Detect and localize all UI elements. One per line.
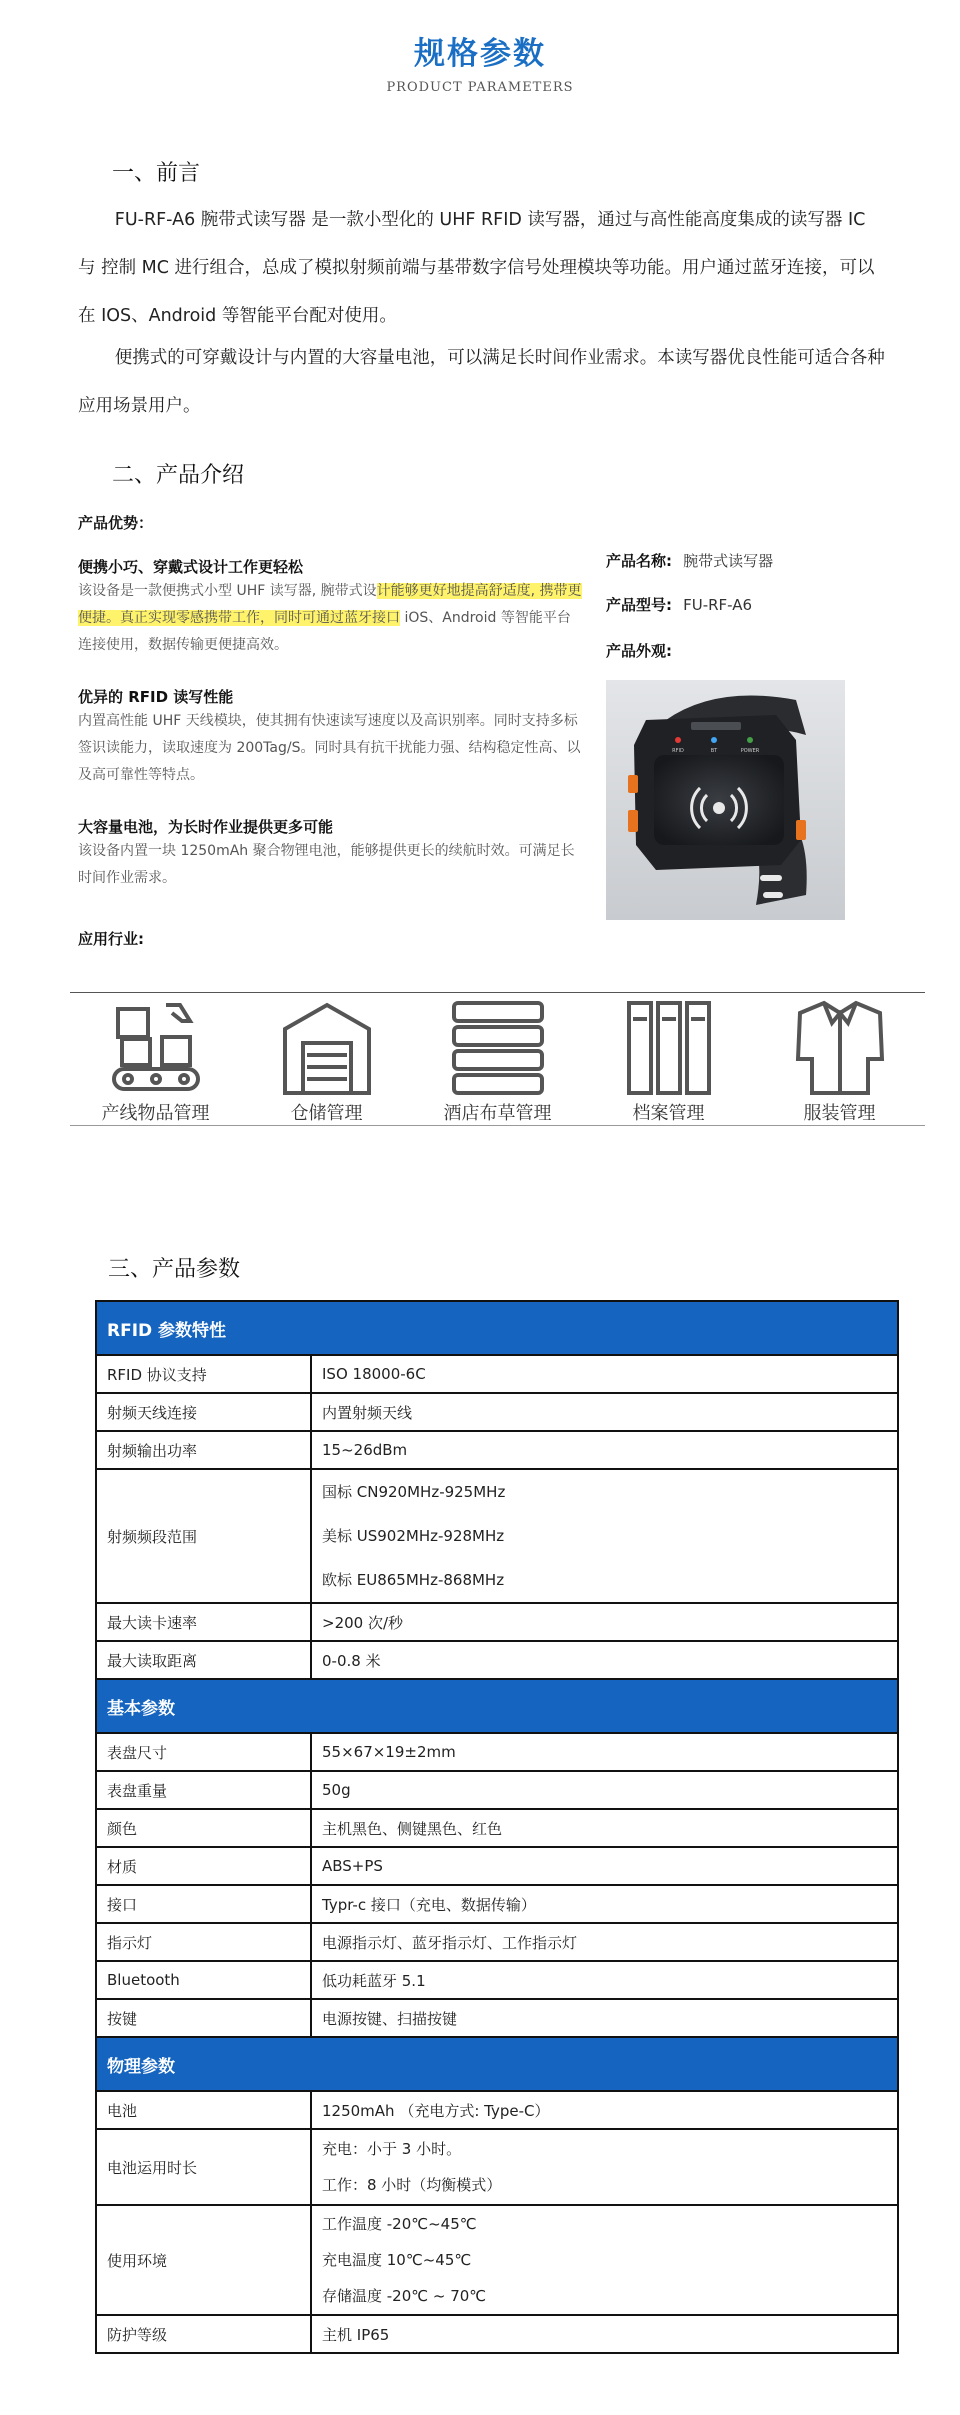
industry-production: [70, 993, 241, 1125]
group-header-basic: [96, 1679, 898, 1733]
watch-label-power: POWER: [740, 748, 760, 754]
table-row: [96, 1603, 898, 1641]
binder-icon: [623, 999, 715, 1097]
product-name-value: 腕带式读写器: [683, 552, 774, 570]
table-row: [96, 1999, 898, 2037]
group-title-physical: 物理参数: [96, 2037, 898, 2091]
section-heading-intro: 二、产品介绍: [112, 463, 245, 488]
row-key: 按键: [96, 1999, 311, 2037]
product-model-value: FU-RF-A6: [683, 596, 753, 614]
page-subtitle: PRODUCT PARAMETERS: [386, 80, 574, 95]
industry-label-archive: 档案管理: [632, 1103, 705, 1124]
row-value-line: 工作：8 小时（均衡模式）: [322, 2176, 502, 2194]
row-key: 指示灯: [96, 1923, 311, 1961]
table-row: [96, 1733, 898, 1771]
advantage-2-text: 内置高性能 UHF 天线模块，使其拥有快速读写速度以及高识别率。同时支持多标签识读能力，读取速度为 200Tag/S。同时具有抗干扰能力强、结构稳定性高、以及高可靠性等特点。: [78, 713, 581, 783]
row-key: 射频频段范围: [96, 1469, 311, 1603]
group-title-basic: 基本参数: [96, 1679, 898, 1733]
industry-apparel: [754, 993, 925, 1125]
row-key: 电池运用时长: [96, 2129, 311, 2205]
row-value: 55×67×19±2mm: [311, 1733, 898, 1771]
table-row: [96, 1885, 898, 1923]
industry-strip: [70, 992, 925, 1126]
group-title-rfid: RFID 参数特性: [96, 1301, 898, 1355]
product-image: [606, 680, 845, 920]
row-value: 主机黑色、侧键黑色、红色: [311, 1809, 898, 1847]
table-row: [96, 2315, 898, 2353]
row-key: Bluetooth: [96, 1961, 311, 1999]
table-row: [96, 2129, 898, 2205]
row-value-line: 美标 US902MHz-928MHz: [322, 1527, 505, 1545]
watch-label-rfid: RFID: [672, 748, 684, 754]
row-key: 电池: [96, 2091, 311, 2129]
advantage-1-title: 便携小巧、穿戴式设计工作更轻松: [78, 558, 304, 576]
row-key: 颜色: [96, 1809, 311, 1847]
row-key: 最大读卡速率: [96, 1603, 311, 1641]
group-header-physical: [96, 2037, 898, 2091]
row-value-line: 欧标 EU865MHz-868MHz: [322, 1571, 505, 1589]
row-value: 低功耗蓝牙 5.1: [311, 1961, 898, 1999]
warehouse-icon: [281, 999, 373, 1097]
section-heading-preface: 一、前言: [112, 161, 201, 186]
table-row: [96, 1641, 898, 1679]
advantage-1-text: [78, 578, 583, 659]
table-row: [96, 1923, 898, 1961]
row-value-line: 充电温度 10℃~45℃: [322, 2251, 472, 2269]
spec-table: [95, 1300, 899, 2354]
row-value-line: 充电：小于 3 小时。: [322, 2140, 462, 2158]
row-key: 接口: [96, 1885, 311, 1923]
row-value: 0-0.8 米: [311, 1641, 898, 1679]
row-key: 表盘重量: [96, 1771, 311, 1809]
product-look-label: 产品外观:: [606, 642, 672, 660]
shirt-icon: [794, 999, 886, 1097]
row-value-line: 工作温度 -20℃~45℃: [322, 2215, 477, 2233]
row-key: 射频输出功率: [96, 1431, 311, 1469]
advantage-1-text-a: 该设备是一款便携式小型 UHF 读写器, 腕带式设: [78, 583, 377, 599]
product-name-row: [606, 550, 773, 571]
row-key: RFID 协议支持: [96, 1355, 311, 1393]
row-value: 电源指示灯、蓝牙指示灯、工作指示灯: [311, 1923, 898, 1961]
advantages-label: 产品优势：: [78, 514, 154, 532]
row-value-line: 国标 CN920MHz-925MHz: [322, 1483, 506, 1501]
table-row: [96, 1771, 898, 1809]
product-model-label: 产品型号:: [606, 596, 672, 614]
row-value: 1250mAh （充电方式: Type-C）: [311, 2091, 898, 2129]
industry-hotel-linen: [412, 993, 583, 1125]
row-value: 主机 IP65: [311, 2315, 898, 2353]
row-value: >200 次/秒: [311, 1603, 898, 1641]
industry-label-production: 产线物品管理: [101, 1103, 210, 1124]
preface-paragraph-1: FU-RF-A6 腕带式读写器 是一款小型化的 UHF RFID 读写器，通过与高性能高度集成的读写器 IC 与 控制 MC 进行组合，总成了模拟射频前端与基带数字信号处理模块等功能。用户通过蓝牙连接，可以在 IOS、Android 等智能平台配对使用。: [78, 210, 875, 326]
row-value: [311, 2205, 898, 2315]
product-name-label: 产品名称:: [606, 552, 672, 570]
advantage-3-title: 大容量电池，为长时作业提供更多可能: [78, 818, 334, 836]
row-value: 50g: [311, 1771, 898, 1809]
table-row: [96, 2205, 898, 2315]
row-value: ABS+PS: [311, 1847, 898, 1885]
product-model-row: [606, 594, 752, 615]
row-value: 15~26dBm: [311, 1431, 898, 1469]
row-key: 射频天线连接: [96, 1393, 311, 1431]
page-title: 规格参数: [414, 36, 546, 72]
preface-paragraph-2: 便携式的可穿戴设计与内置的大容量电池，可以满足长时间作业需求。本读写器优良性能可适合各种应用场景用户。: [78, 348, 885, 416]
row-key: 使用环境: [96, 2205, 311, 2315]
row-key: 表盘尺寸: [96, 1733, 311, 1771]
row-value-line: 存储温度 -20℃ ~ 70℃: [322, 2287, 487, 2305]
watch-illustration: [606, 680, 845, 920]
industry-label-apparel: 服装管理: [803, 1103, 876, 1124]
row-value: 内置射频天线: [311, 1393, 898, 1431]
section-heading-params: 三、产品参数: [108, 1257, 241, 1282]
row-value: 电源按键、扫描按键: [311, 1999, 898, 2037]
advantage-1-text-highlight: 计能够更好地提高舒适度, 携带更便捷。真正实现零感携带工作，同时可通过蓝牙接口: [78, 583, 582, 626]
watch-label-bt: BT: [710, 748, 718, 754]
group-header-rfid: [96, 1301, 898, 1355]
industry-warehouse: [241, 993, 412, 1125]
industry-label-warehouse: 仓储管理: [290, 1103, 363, 1124]
table-row: [96, 1393, 898, 1431]
row-value: ISO 18000-6C: [311, 1355, 898, 1393]
table-row: [96, 2091, 898, 2129]
table-row: [96, 1961, 898, 1999]
row-key: 防护等级: [96, 2315, 311, 2353]
industry-label: 应用行业:: [78, 930, 144, 948]
table-row: [96, 1355, 898, 1393]
table-row: [96, 1431, 898, 1469]
row-value: [311, 2129, 898, 2205]
row-value: [311, 1469, 898, 1603]
industry-archive: [583, 993, 754, 1125]
table-row: [96, 1847, 898, 1885]
row-key: 最大读取距离: [96, 1641, 311, 1679]
table-row: [96, 1809, 898, 1847]
table-row: [96, 1469, 898, 1603]
advantage-1-text-b: iOS、Android 等智能平台连接使用，数据传输更便捷高效。: [78, 610, 571, 653]
row-key: 材质: [96, 1847, 311, 1885]
advantage-3-text: 该设备内置一块 1250mAh 聚合物锂电池，能够提供更长的续航时效。可满足长时间作业需求。: [78, 843, 575, 886]
advantage-2-title: 优异的 RFID 读写性能: [78, 688, 234, 706]
industry-label-hotel-linen: 酒店布草管理: [443, 1103, 552, 1124]
conveyor-icon: [110, 999, 202, 1097]
row-value: Typr-c 接口（充电、数据传输）: [311, 1885, 898, 1923]
linen-stack-icon: [452, 999, 544, 1097]
